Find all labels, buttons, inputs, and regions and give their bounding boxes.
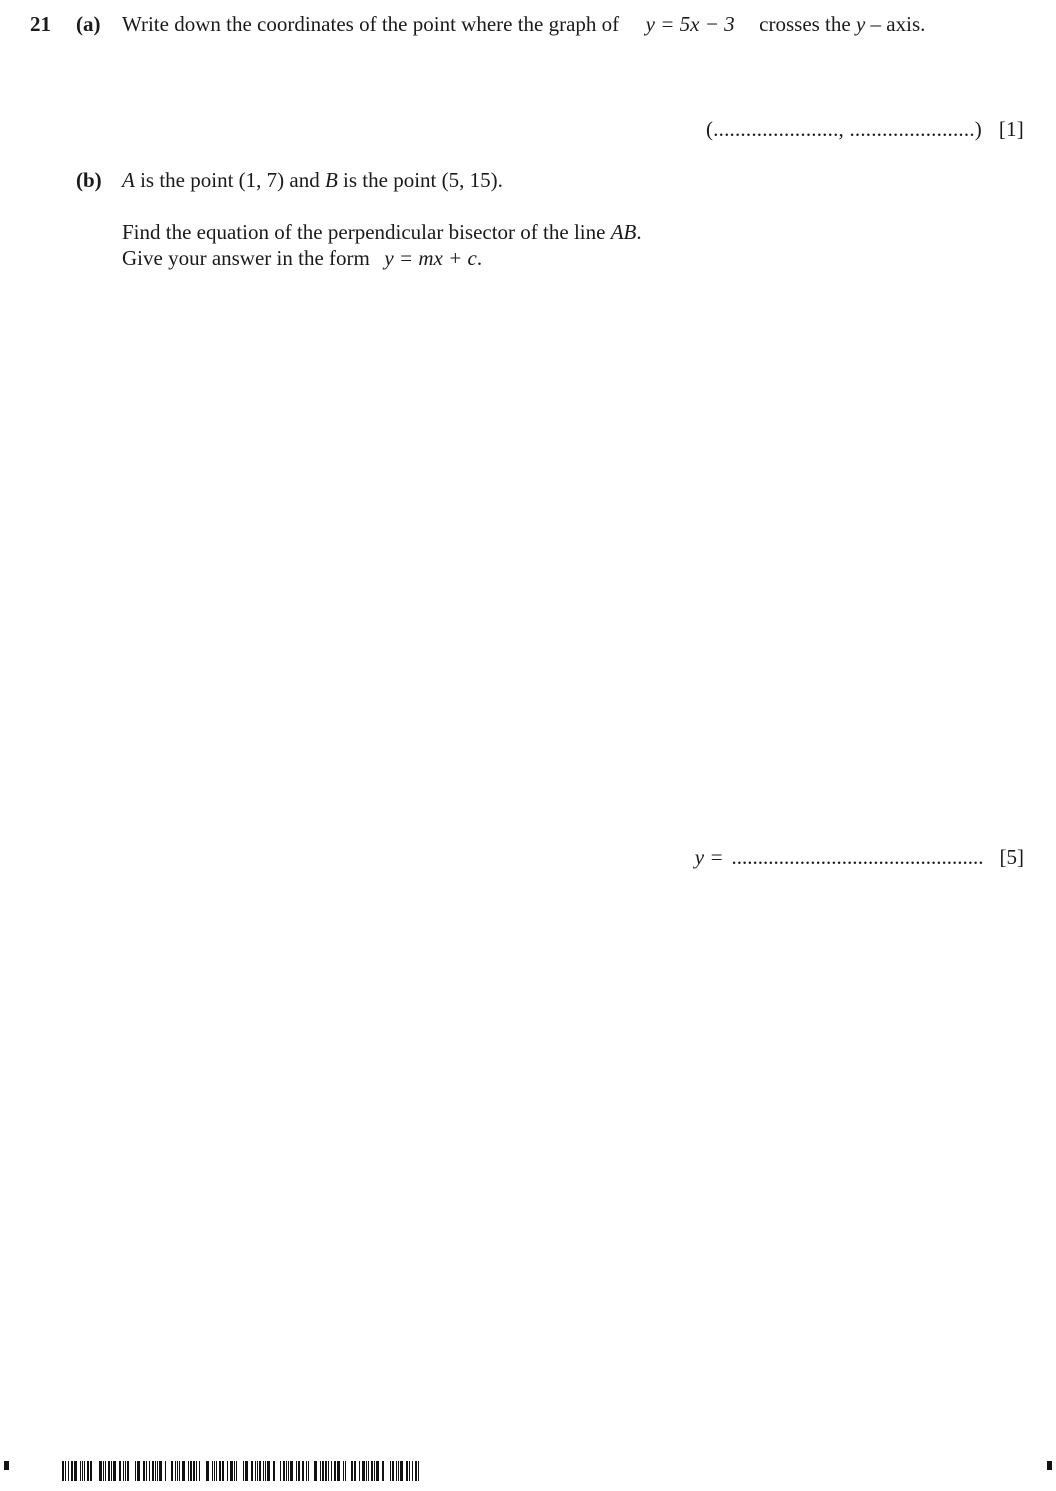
part-b-instruction-2 (122, 246, 482, 271)
part-a-axis-var: y (855, 12, 866, 36)
point-b-name: B (324, 168, 338, 192)
answer-close-paren: ) (974, 117, 982, 141)
registration-mark-right (1047, 1461, 1052, 1470)
part-a-label: (a) (76, 12, 101, 36)
instruction-2-pre: Give your answer in the form (122, 246, 370, 270)
part-b-text-1: is the point (1, 7) and (140, 168, 320, 192)
part-a-text-pre: Write down the coordinates of the point where the graph of (122, 12, 620, 36)
part-b-answer-line[interactable] (695, 845, 1024, 870)
answer-b-field[interactable]: ................................................ (731, 845, 984, 869)
part-b-text-2: is the point (5, 15). (343, 168, 503, 192)
answer-comma: , (838, 117, 844, 141)
part-a-text-mid: crosses the (759, 12, 851, 36)
part-a-answer-line[interactable] (706, 117, 1024, 142)
part-a-text-post: – axis. (870, 12, 926, 36)
question-number: 21 (30, 12, 51, 36)
part-b-instruction-1 (122, 220, 642, 245)
part-b-label: (b) (76, 168, 102, 192)
instruction-2-form: y = mx + c (384, 246, 477, 270)
answer-x-field[interactable]: ....................... (713, 117, 839, 141)
point-a-name: A (122, 168, 135, 192)
part-a-marks: [1] (998, 117, 1024, 141)
answer-y-field[interactable]: ....................... (849, 117, 975, 141)
answer-open-paren: ( (705, 117, 714, 141)
barcode-icon (62, 1461, 424, 1481)
instruction-2-end: . (476, 246, 483, 270)
part-b-marks: [5] (999, 845, 1024, 869)
instruction-1-end: . (636, 220, 642, 244)
instruction-1-pre: Find the equation of the perpendicular bisector of the line (122, 220, 606, 244)
part-a-equation: y = 5x − 3 (645, 12, 735, 36)
part-a-question-text (122, 12, 925, 37)
instruction-1-var: AB (610, 220, 637, 244)
part-b-points-text (122, 168, 503, 193)
registration-mark-left (4, 1461, 9, 1470)
answer-b-prefix: y = (694, 845, 724, 869)
